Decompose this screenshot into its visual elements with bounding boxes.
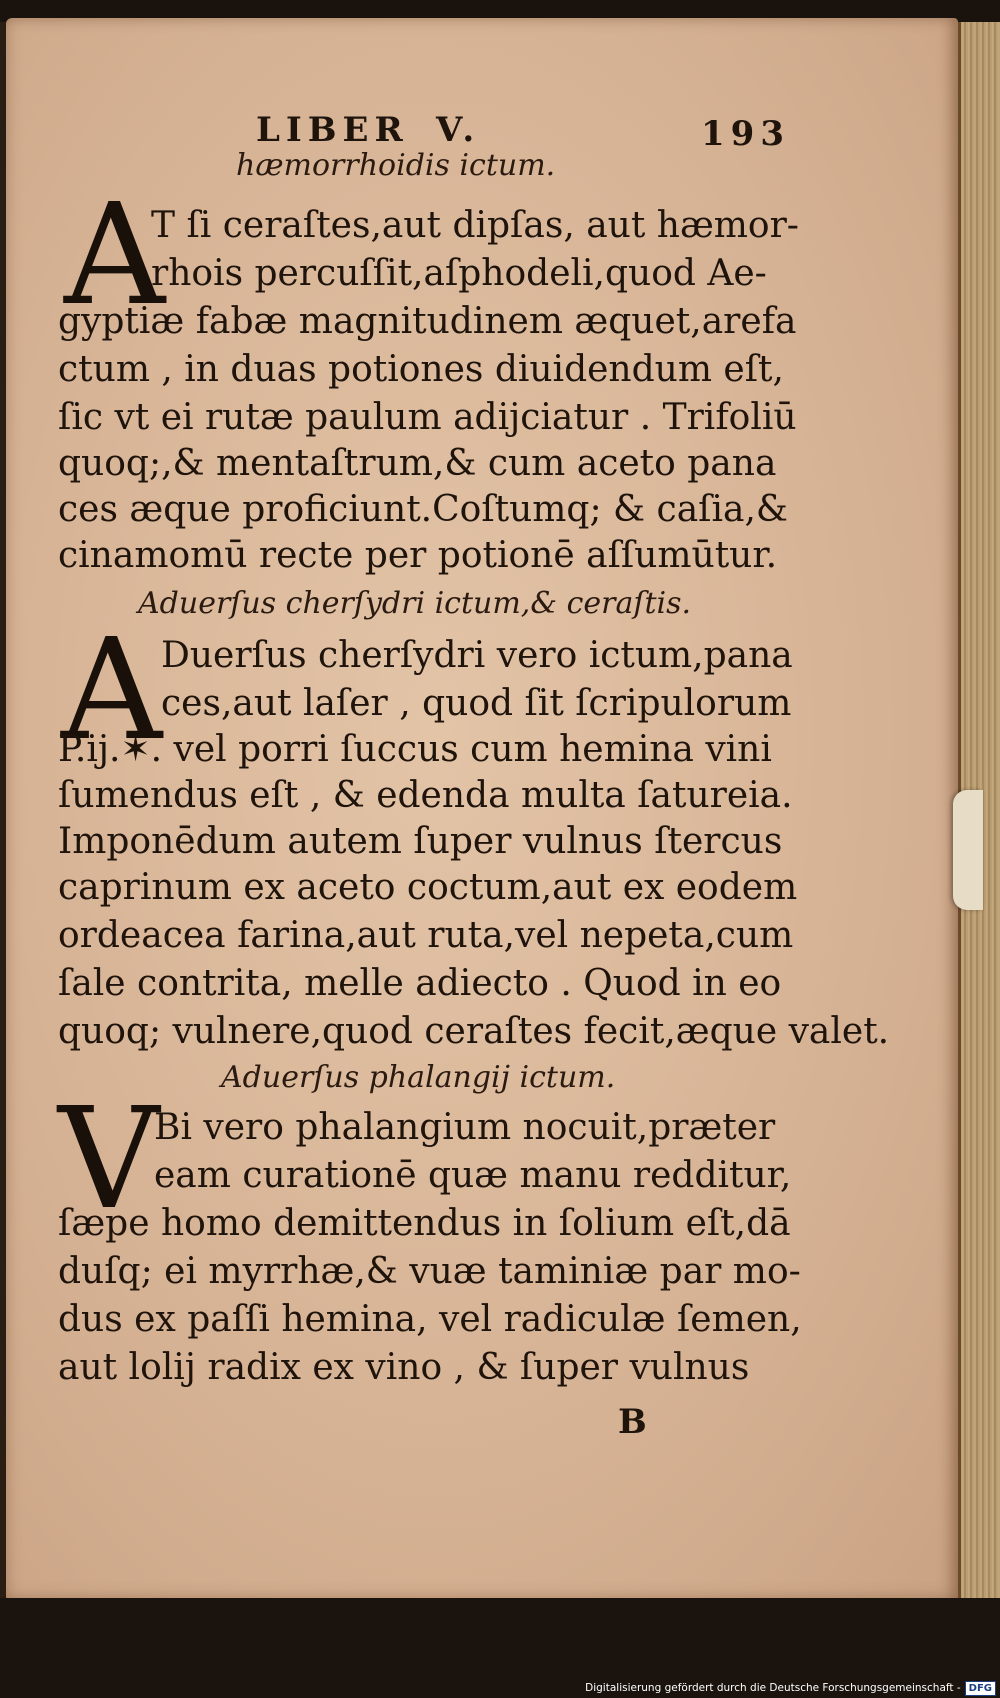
text-line: eam curationē quæ manu redditur, bbox=[154, 1155, 792, 1196]
text-line: quoq; vulnere,quod ceraſtes fecit,æque valet. bbox=[58, 1011, 890, 1052]
section-heading-3: Aduerſus phalangij ictum. bbox=[221, 1060, 616, 1095]
text-line: Duerſus cherſydri vero ictum,pana bbox=[161, 635, 793, 676]
text-line: cinamomū recte per potionē aſſumūtur. bbox=[58, 535, 778, 576]
text-line: ſic vt ei rutæ paulum adijciatur . Trifoliū bbox=[58, 397, 797, 438]
text-line: ces æque proficiunt.Coſtumq; & caſia,& bbox=[58, 489, 788, 530]
text-line: ces,aut laſer , quod ſit ſcripulorum bbox=[161, 683, 792, 724]
text-line: ſæpe homo demittendus in ſolium eſt,dā bbox=[58, 1203, 791, 1244]
text-line: rhois percuſſit,aſphodeli,quod Ae- bbox=[151, 253, 767, 294]
header-liber: LIBER bbox=[256, 110, 409, 150]
text-line: Imponēdum autem ſuper vulnus ſtercus bbox=[58, 821, 783, 862]
text-line: Bi vero phalangium nocuit,præter bbox=[154, 1107, 776, 1148]
text-line: quoq;,& mentaſtrum,& cum aceto pana bbox=[58, 443, 777, 484]
digitization-credit bbox=[580, 1678, 1000, 1698]
text-line: gyptiæ fabæ magnitudinem æquet,arefa bbox=[58, 301, 797, 342]
text-line: ſale contrita, melle adiecto . Quod in eo bbox=[58, 963, 782, 1004]
header-book-number: V. bbox=[436, 110, 481, 150]
section-heading-1: hæmorrhoidis ictum. bbox=[236, 148, 556, 183]
text-line: ordeacea farina,aut ruta,vel nepeta,cum bbox=[58, 915, 794, 956]
text-line: caprinum ex aceto coctum,aut ex eodem bbox=[58, 867, 798, 908]
credit-text: Digitalisierung gefördert durch die Deutsche Forschungsgemeinschaft - bbox=[585, 1682, 961, 1694]
drop-cap-1: A bbox=[64, 174, 166, 337]
text-line: P.ij.✶. vel porri ſuccus cum hemina vini bbox=[58, 729, 772, 770]
text-line: duſq; ei myrrhæ,& vuæ taminiæ par mo- bbox=[58, 1251, 801, 1292]
text-line: aut lolij radix ex vino , & ſuper vulnus bbox=[58, 1347, 750, 1388]
page-marker-tab bbox=[953, 790, 983, 910]
text-line: ſumendus eſt , & edenda multa ſatureia. bbox=[58, 775, 793, 816]
text-line: ctum , in duas potiones diuidendum eſt, bbox=[58, 349, 784, 390]
page-number: 193 bbox=[701, 114, 790, 154]
signature-mark: B bbox=[618, 1402, 647, 1442]
dfg-logo: DFG bbox=[965, 1681, 996, 1696]
text-line: dus ex paſſi hemina, vel radiculæ ſemen, bbox=[58, 1299, 802, 1340]
section-heading-2: Aduerſus cherſydri ictum,& ceraſtis. bbox=[138, 586, 692, 621]
book-page bbox=[6, 18, 958, 1606]
drop-cap-3: V bbox=[58, 1078, 160, 1241]
drop-cap-2: A bbox=[61, 609, 163, 772]
text-line: T ſi ceraſtes,aut dipſas, aut hæmor- bbox=[151, 205, 799, 246]
